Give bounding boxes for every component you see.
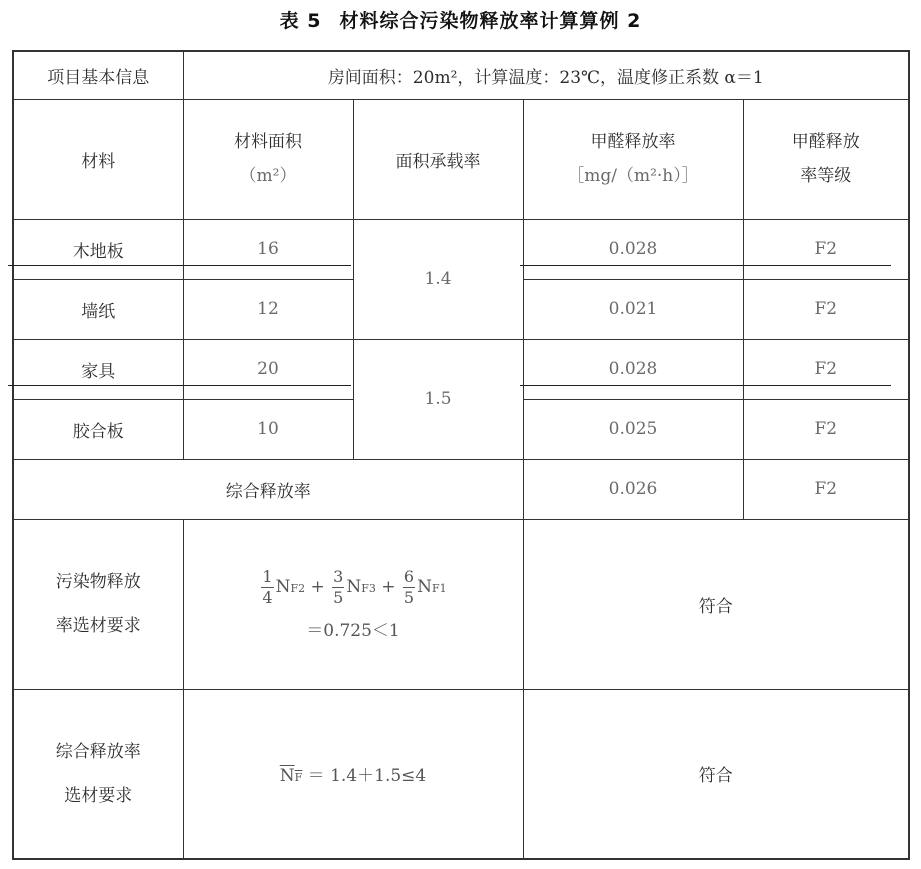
nf-symbol bbox=[280, 766, 303, 786]
emission-table bbox=[12, 50, 910, 860]
req1-label-line1: 污染物释放 bbox=[55, 572, 141, 592]
req1-result: ＝0.725＜1 bbox=[306, 621, 400, 641]
overall-rate: 0.026 bbox=[523, 459, 743, 519]
table-row bbox=[13, 219, 909, 279]
term-3: N bbox=[417, 577, 432, 597]
material-name: 墙纸 bbox=[13, 279, 183, 339]
scan-line bbox=[520, 265, 891, 266]
area-load: 1.4 bbox=[353, 219, 523, 339]
req2-formula bbox=[183, 689, 523, 859]
material-rate: 0.028 bbox=[523, 339, 743, 399]
scan-line bbox=[8, 385, 351, 386]
fraction-3 bbox=[403, 567, 415, 608]
fraction-3-denominator: 5 bbox=[403, 588, 415, 607]
fraction-3-numerator: 6 bbox=[403, 567, 415, 586]
req2-label-line1: 综合释放率 bbox=[55, 741, 141, 762]
table-title bbox=[0, 6, 921, 33]
material-area: 16 bbox=[183, 219, 353, 279]
info-label: 项目基本信息 bbox=[13, 51, 183, 99]
requirement-row-2 bbox=[13, 689, 909, 859]
scan-line bbox=[8, 265, 351, 266]
material-name: 木地板 bbox=[13, 219, 183, 279]
header-row bbox=[13, 99, 909, 219]
table-title-text: 材料综合污染物释放率计算算例 2 bbox=[339, 10, 642, 32]
material-grade: F2 bbox=[743, 279, 909, 339]
header-grade-line1: 甲醛释放 bbox=[791, 132, 860, 152]
header-rate-line1: 甲醛释放率 bbox=[590, 132, 676, 152]
area-load: 1.5 bbox=[353, 339, 523, 459]
material-rate: 0.025 bbox=[523, 399, 743, 459]
requirement-row-1 bbox=[13, 519, 909, 689]
material-area: 10 bbox=[183, 399, 353, 459]
req1-verdict: 符合 bbox=[523, 519, 909, 689]
term-1-sub: F2 bbox=[290, 582, 306, 595]
material-name: 胶合板 bbox=[13, 399, 183, 459]
fraction-1-denominator: 4 bbox=[262, 588, 273, 607]
operator-2: + bbox=[381, 577, 396, 597]
material-rate: 0.021 bbox=[523, 279, 743, 339]
header-load: 面积承载率 bbox=[353, 99, 523, 219]
header-area bbox=[183, 99, 353, 219]
material-grade: F2 bbox=[743, 339, 909, 399]
req2-expression: ＝ 1.4＋1.5≤4 bbox=[302, 766, 427, 787]
nf-letter: N bbox=[279, 766, 295, 787]
table-number: 表 5 bbox=[279, 10, 322, 32]
operator-1: + bbox=[310, 577, 325, 597]
material-rate: 0.028 bbox=[523, 219, 743, 279]
info-row bbox=[13, 51, 909, 99]
material-grade: F2 bbox=[743, 219, 909, 279]
req2-label-line2: 选材要求 bbox=[64, 785, 133, 806]
fraction-2-denominator: 5 bbox=[333, 588, 344, 607]
overall-grade: F2 bbox=[743, 459, 909, 519]
term-1: N bbox=[275, 577, 291, 597]
req1-label-line2: 率选材要求 bbox=[55, 616, 141, 636]
fraction-2 bbox=[332, 567, 344, 608]
term-2: N bbox=[346, 577, 362, 597]
fraction-1-numerator: 1 bbox=[262, 567, 273, 586]
header-rate bbox=[523, 99, 743, 219]
req2-verdict: 符合 bbox=[523, 689, 909, 859]
term-3-sub: F1 bbox=[431, 582, 447, 595]
header-grade bbox=[743, 99, 909, 219]
info-value: 房间面积：20m²，计算温度：23℃，温度修正系数 α＝1 bbox=[183, 51, 909, 99]
fraction-1 bbox=[261, 567, 273, 608]
scan-line bbox=[520, 385, 891, 386]
req2-label bbox=[13, 689, 183, 859]
nf-sub: F bbox=[294, 771, 303, 785]
term-2-sub: F3 bbox=[361, 582, 376, 595]
req1-expression bbox=[184, 567, 523, 608]
overall-label: 综合释放率 bbox=[13, 459, 523, 519]
fraction-2-numerator: 3 bbox=[333, 567, 344, 586]
material-grade: F2 bbox=[743, 399, 909, 459]
header-rate-line2: ［mg/（m²·h）］ bbox=[567, 166, 699, 186]
material-area: 12 bbox=[183, 279, 353, 339]
req1-label bbox=[13, 519, 183, 689]
table-row bbox=[13, 339, 909, 399]
req1-formula bbox=[183, 519, 523, 689]
material-area: 20 bbox=[183, 339, 353, 399]
overall-row bbox=[13, 459, 909, 519]
header-material: 材料 bbox=[13, 99, 183, 219]
header-area-line1: 材料面积 bbox=[234, 132, 302, 152]
header-area-line2: （m²） bbox=[239, 166, 297, 186]
header-grade-line2: 率等级 bbox=[800, 166, 852, 186]
material-name: 家具 bbox=[13, 339, 183, 399]
